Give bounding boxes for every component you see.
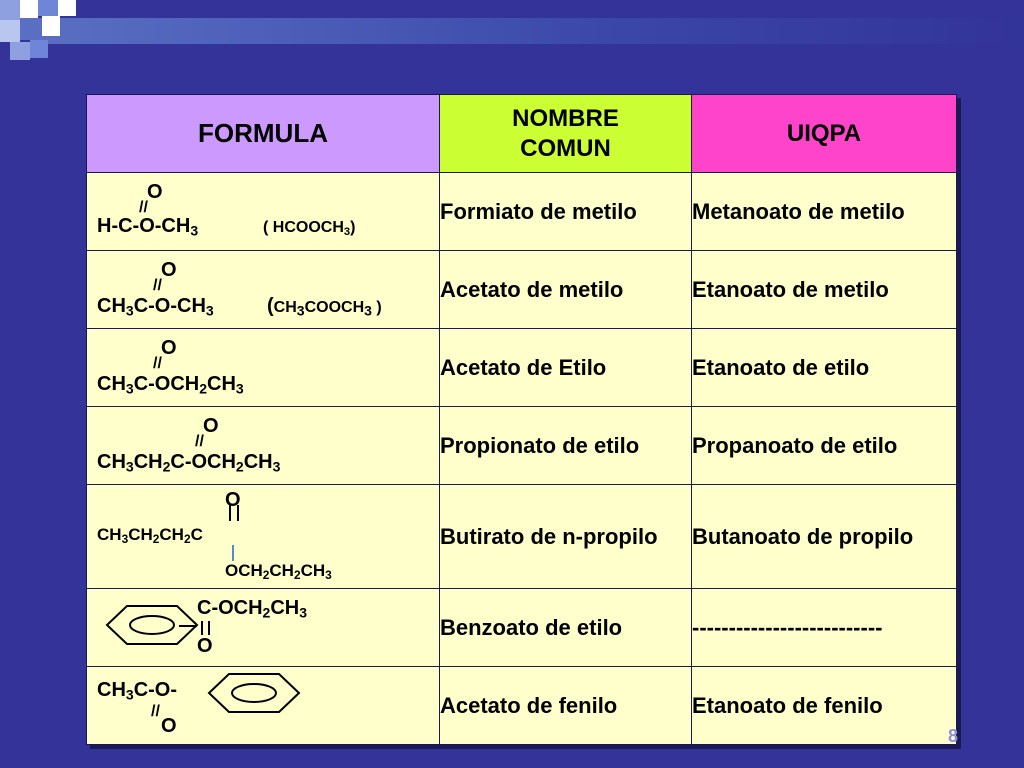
carbonyl-oxygen: O — [161, 715, 177, 737]
carbonyl-oxygen: O — [161, 259, 177, 281]
carbonyl-oxygen: O — [197, 635, 213, 657]
carbonyl-oxygen: O — [225, 489, 241, 511]
common-name: Acetato de metilo — [440, 251, 692, 329]
table-row — [87, 329, 957, 407]
header-common-name: NOMBRE COMUN — [440, 95, 692, 173]
condensed-formula: ($CH_3COOCH_3$ ) — [267, 295, 382, 319]
common-name: Benzoato de etilo — [440, 589, 692, 667]
formula-cell — [87, 667, 440, 745]
table-row — [87, 251, 957, 329]
deco-square — [20, 18, 42, 40]
common-name: Propionato de etilo — [440, 407, 692, 485]
single-bond — [232, 545, 234, 561]
double-bond — [201, 621, 210, 635]
deco-square — [0, 20, 20, 42]
table-row — [87, 667, 957, 745]
deco-square — [20, 0, 38, 18]
common-name: Formiato de metilo — [440, 173, 692, 251]
carbonyl-oxygen: O — [147, 181, 163, 203]
double-bond: // — [139, 199, 148, 216]
table-row — [87, 485, 957, 589]
double-bond — [229, 505, 239, 521]
page-number: 8 — [948, 726, 959, 746]
formula-cell — [87, 173, 440, 251]
formula-cell — [87, 329, 440, 407]
formula-cell — [87, 407, 440, 485]
formula-text: $CH_3C-OCH_2CH_3$ — [97, 373, 244, 397]
deco-square — [58, 0, 76, 16]
title-decoration-bar — [30, 18, 1024, 44]
single-bond — [179, 625, 197, 627]
formula-branch: $OCH_2CH_2CH_3$ — [225, 561, 332, 582]
carbonyl-oxygen: O — [161, 337, 177, 359]
header-formula: FORMULA — [87, 95, 440, 173]
table-row — [87, 173, 957, 251]
formula-text: $C-OCH_2CH_3$ — [197, 597, 308, 621]
formula-text: $CH_3CH_2CH_2C$ — [97, 525, 203, 546]
condensed-formula: ( $HCOOCH_3$) — [263, 219, 356, 238]
table-row — [87, 589, 957, 667]
esters-table — [86, 94, 957, 745]
deco-square — [38, 0, 58, 16]
iupac-name: -------------------------- — [692, 589, 957, 667]
iupac-name: Butanoato de propilo — [692, 485, 957, 589]
formula-text: $CH_3C-O-CH_3$ — [97, 295, 214, 319]
header-iupac: UIQPA — [692, 95, 957, 173]
formula-cell — [87, 485, 440, 589]
common-name: Acetato de Etilo — [440, 329, 692, 407]
double-bond: // — [153, 355, 162, 372]
double-bond: // — [195, 433, 204, 450]
deco-square — [42, 16, 60, 36]
double-bond: // — [153, 277, 162, 294]
common-name: Acetato de fenilo — [440, 667, 692, 745]
iupac-name: Etanoato de fenilo — [692, 667, 957, 745]
iupac-name: Etanoato de metilo — [692, 251, 957, 329]
iupac-name: Etanoato de etilo — [692, 329, 957, 407]
iupac-name: Propanoato de etilo — [692, 407, 957, 485]
deco-square — [10, 42, 30, 60]
carbonyl-oxygen: O — [203, 415, 219, 437]
formula-text: $H-C-O-CH_3$ — [97, 215, 199, 239]
formula-text: $CH_3C-O-$ — [97, 679, 178, 703]
formula-text: $CH_3CH_2C-OCH_2CH_3$ — [97, 451, 281, 475]
deco-square — [0, 0, 20, 20]
iupac-name: Metanoato de metilo — [692, 173, 957, 251]
common-name: Butirato de n-propilo — [440, 485, 692, 589]
header-row — [87, 95, 957, 173]
formula-cell — [87, 589, 440, 667]
deco-square — [30, 40, 48, 58]
benzene-ring-icon — [207, 671, 301, 715]
formula-cell — [87, 251, 440, 329]
double-bond: // — [151, 703, 160, 720]
table-row — [87, 407, 957, 485]
